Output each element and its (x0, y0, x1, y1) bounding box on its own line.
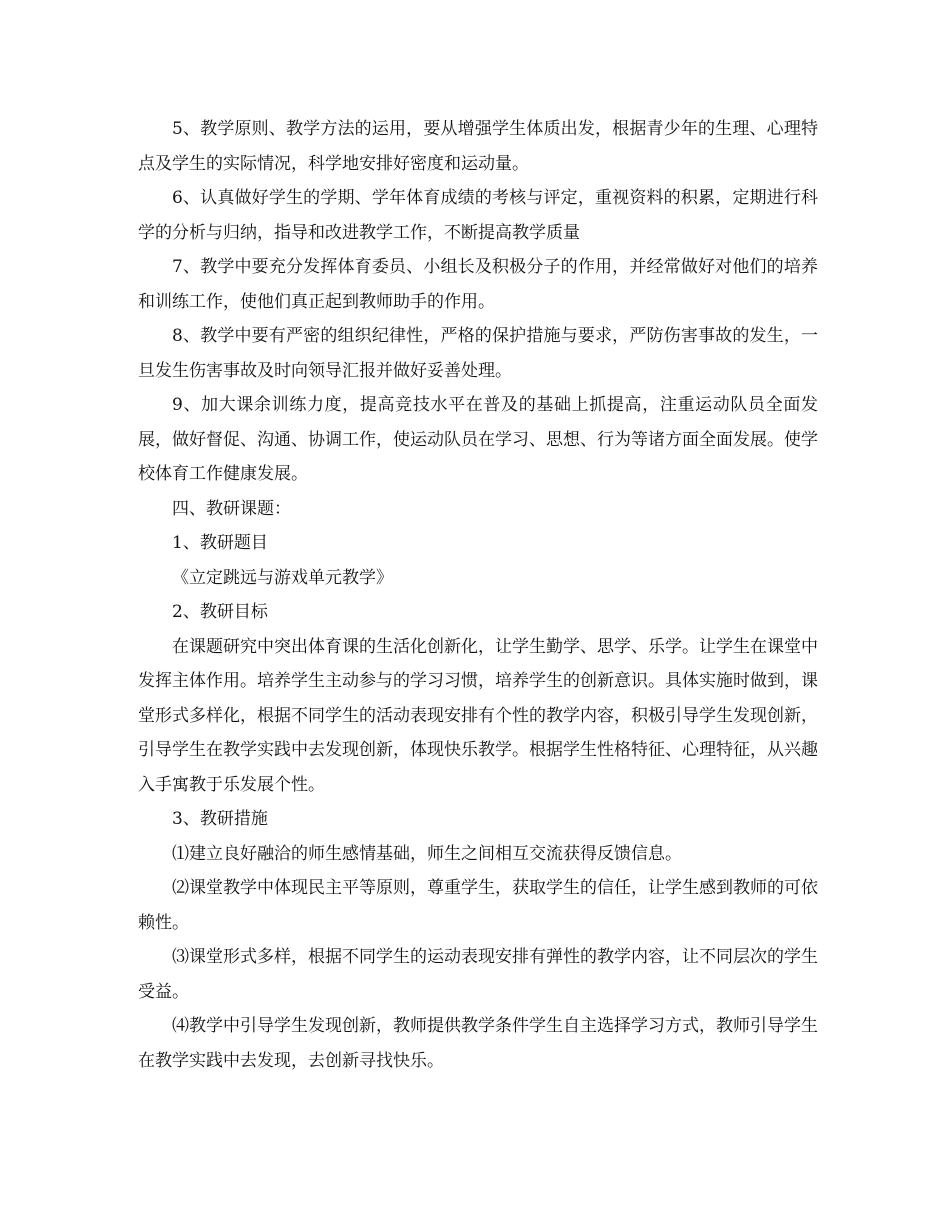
subheading-research-measures: 3、教研措施 (172, 809, 268, 829)
measure-item-4: ⑷教学中引导学生发现创新，教师提供教学条件学生自主选择学习方式，教师引导学生在教学实践中去发现，去创新寻找快乐。 (138, 1016, 818, 1071)
measure-item-1: ⑴建立良好融洽的师生感情基础，师生之间相互交流获得反馈信息。 (172, 843, 682, 864)
subheading-research-goal: 2、教研目标 (172, 602, 268, 622)
paragraph-item-9: 9、加大课余训练力度，提高竞技水平在普及的基础上抓提高，注重运动队员全面发展，做好督促、沟通、协调工作，使运动队员在学习、思想、行为等诸方面全面发展。使学校体育工作健康发展。 (138, 395, 818, 484)
subheading-research-title: 1、教研题目 (172, 533, 268, 553)
paragraph-item-8: 8、教学中要有严密的组织纪律性，严格的保护措施与要求，严防伤害事故的发生，一旦发生伤害事故及时向领导汇报并做好妥善处理。 (138, 326, 818, 381)
research-goal-text: 在课题研究中突出体育课的生活化创新化，让学生勤学、思学、乐学。让学生在课堂中发挥主体作用。培养学生主动参与的学习习惯，培养学生的创新意识。具体实施时做到，课堂形式多样化，根据不同学生的活动表现安排有个性的教学内容，积极引导学生发现创新，引导学生在教学实践中去发现创新，体现快乐教学。根据学生性格特征、心理特征，从兴趣入手寓教于乐发展个性。 (138, 636, 818, 795)
research-title-text: 《立定跳远与游戏单元教学》 (172, 567, 393, 588)
document-page (138, 112, 818, 1078)
paragraph-item-5: 5、教学原则、教学方法的运用，要从增强学生体质出发，根据青少年的生理、心理特点及学生的实际情况，科学地安排好密度和运动量。 (138, 119, 818, 174)
paragraph-item-6: 6、认真做好学生的学期、学年体育成绩的考核与评定，重视资料的积累，定期进行科学的分析与归纳，指导和改进教学工作，不断提高教学质量 (138, 188, 818, 243)
measure-item-2: ⑵课堂教学中体现民主平等原则，尊重学生，获取学生的信任，让学生感到教师的可依赖性。 (138, 878, 818, 933)
measure-item-3: ⑶课堂形式多样，根据不同学生的运动表现安排有弹性的教学内容，让不同层次的学生受益。 (138, 947, 818, 1002)
section-heading-research-topic: 四、教研课题： (172, 498, 291, 519)
paragraph-item-7: 7、教学中要充分发挥体育委员、小组长及积极分子的作用，并经常做好对他们的培养和训练工作，使他们真正起到教师助手的作用。 (138, 257, 818, 312)
